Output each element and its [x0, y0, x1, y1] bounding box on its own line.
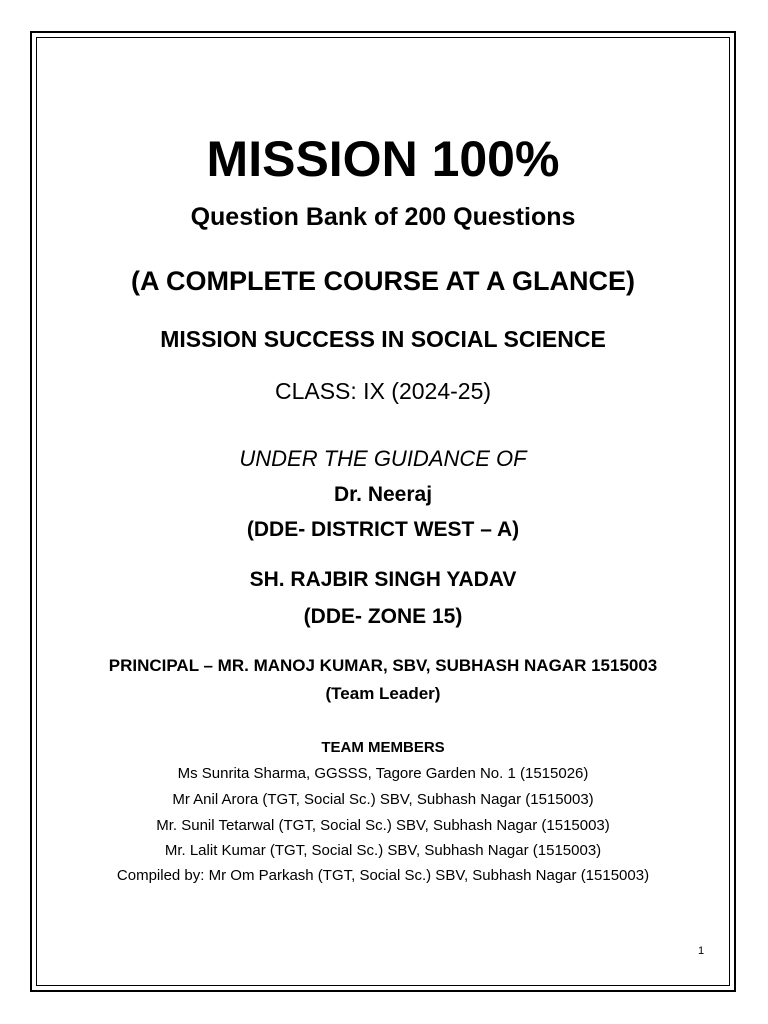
cover-page-content: [36, 37, 730, 986]
class-line: CLASS: IX (2024-25): [274, 378, 492, 404]
document-title: MISSION 100%: [206, 131, 560, 187]
team-member-compiler: Compiled by: Mr Om Parkash (TGT, Social Sc.) SBV, Subhash Nagar (1515003): [116, 867, 650, 884]
guide-post: (DDE- DISTRICT WEST – A): [246, 518, 520, 541]
principal-line: PRINCIPAL – MR. MANOJ KUMAR, SBV, SUBHASH NAGAR 1515003: [108, 656, 658, 675]
page-number: 1: [698, 945, 705, 957]
guide-name: Dr. Neeraj: [333, 483, 433, 506]
document-subtitle: Question Bank of 200 Questions: [190, 203, 576, 231]
course-tagline: (A COMPLETE COURSE AT A GLANCE): [131, 266, 635, 296]
team-member: Mr Anil Arora (TGT, Social Sc.) SBV, Subhash Nagar (1515003): [172, 791, 594, 808]
guide-name: SH. RAJBIR SINGH YADAV: [249, 568, 517, 591]
mission-line: MISSION SUCCESS IN SOCIAL SCIENCE: [160, 326, 606, 352]
guide-post: (DDE- ZONE 15): [303, 605, 463, 628]
guidance-heading: UNDER THE GUIDANCE OF: [239, 446, 527, 471]
team-member: Ms Sunrita Sharma, GGSSS, Tagore Garden No. 1 (1515026): [177, 765, 589, 782]
team-members-heading: TEAM MEMBERS: [321, 739, 445, 756]
team-leader-role: (Team Leader): [325, 684, 441, 703]
team-member: Mr. Sunil Tetarwal (TGT, Social Sc.) SBV, Subhash Nagar (1515003): [156, 817, 610, 834]
team-member: Mr. Lalit Kumar (TGT, Social Sc.) SBV, Subhash Nagar (1515003): [164, 842, 602, 859]
